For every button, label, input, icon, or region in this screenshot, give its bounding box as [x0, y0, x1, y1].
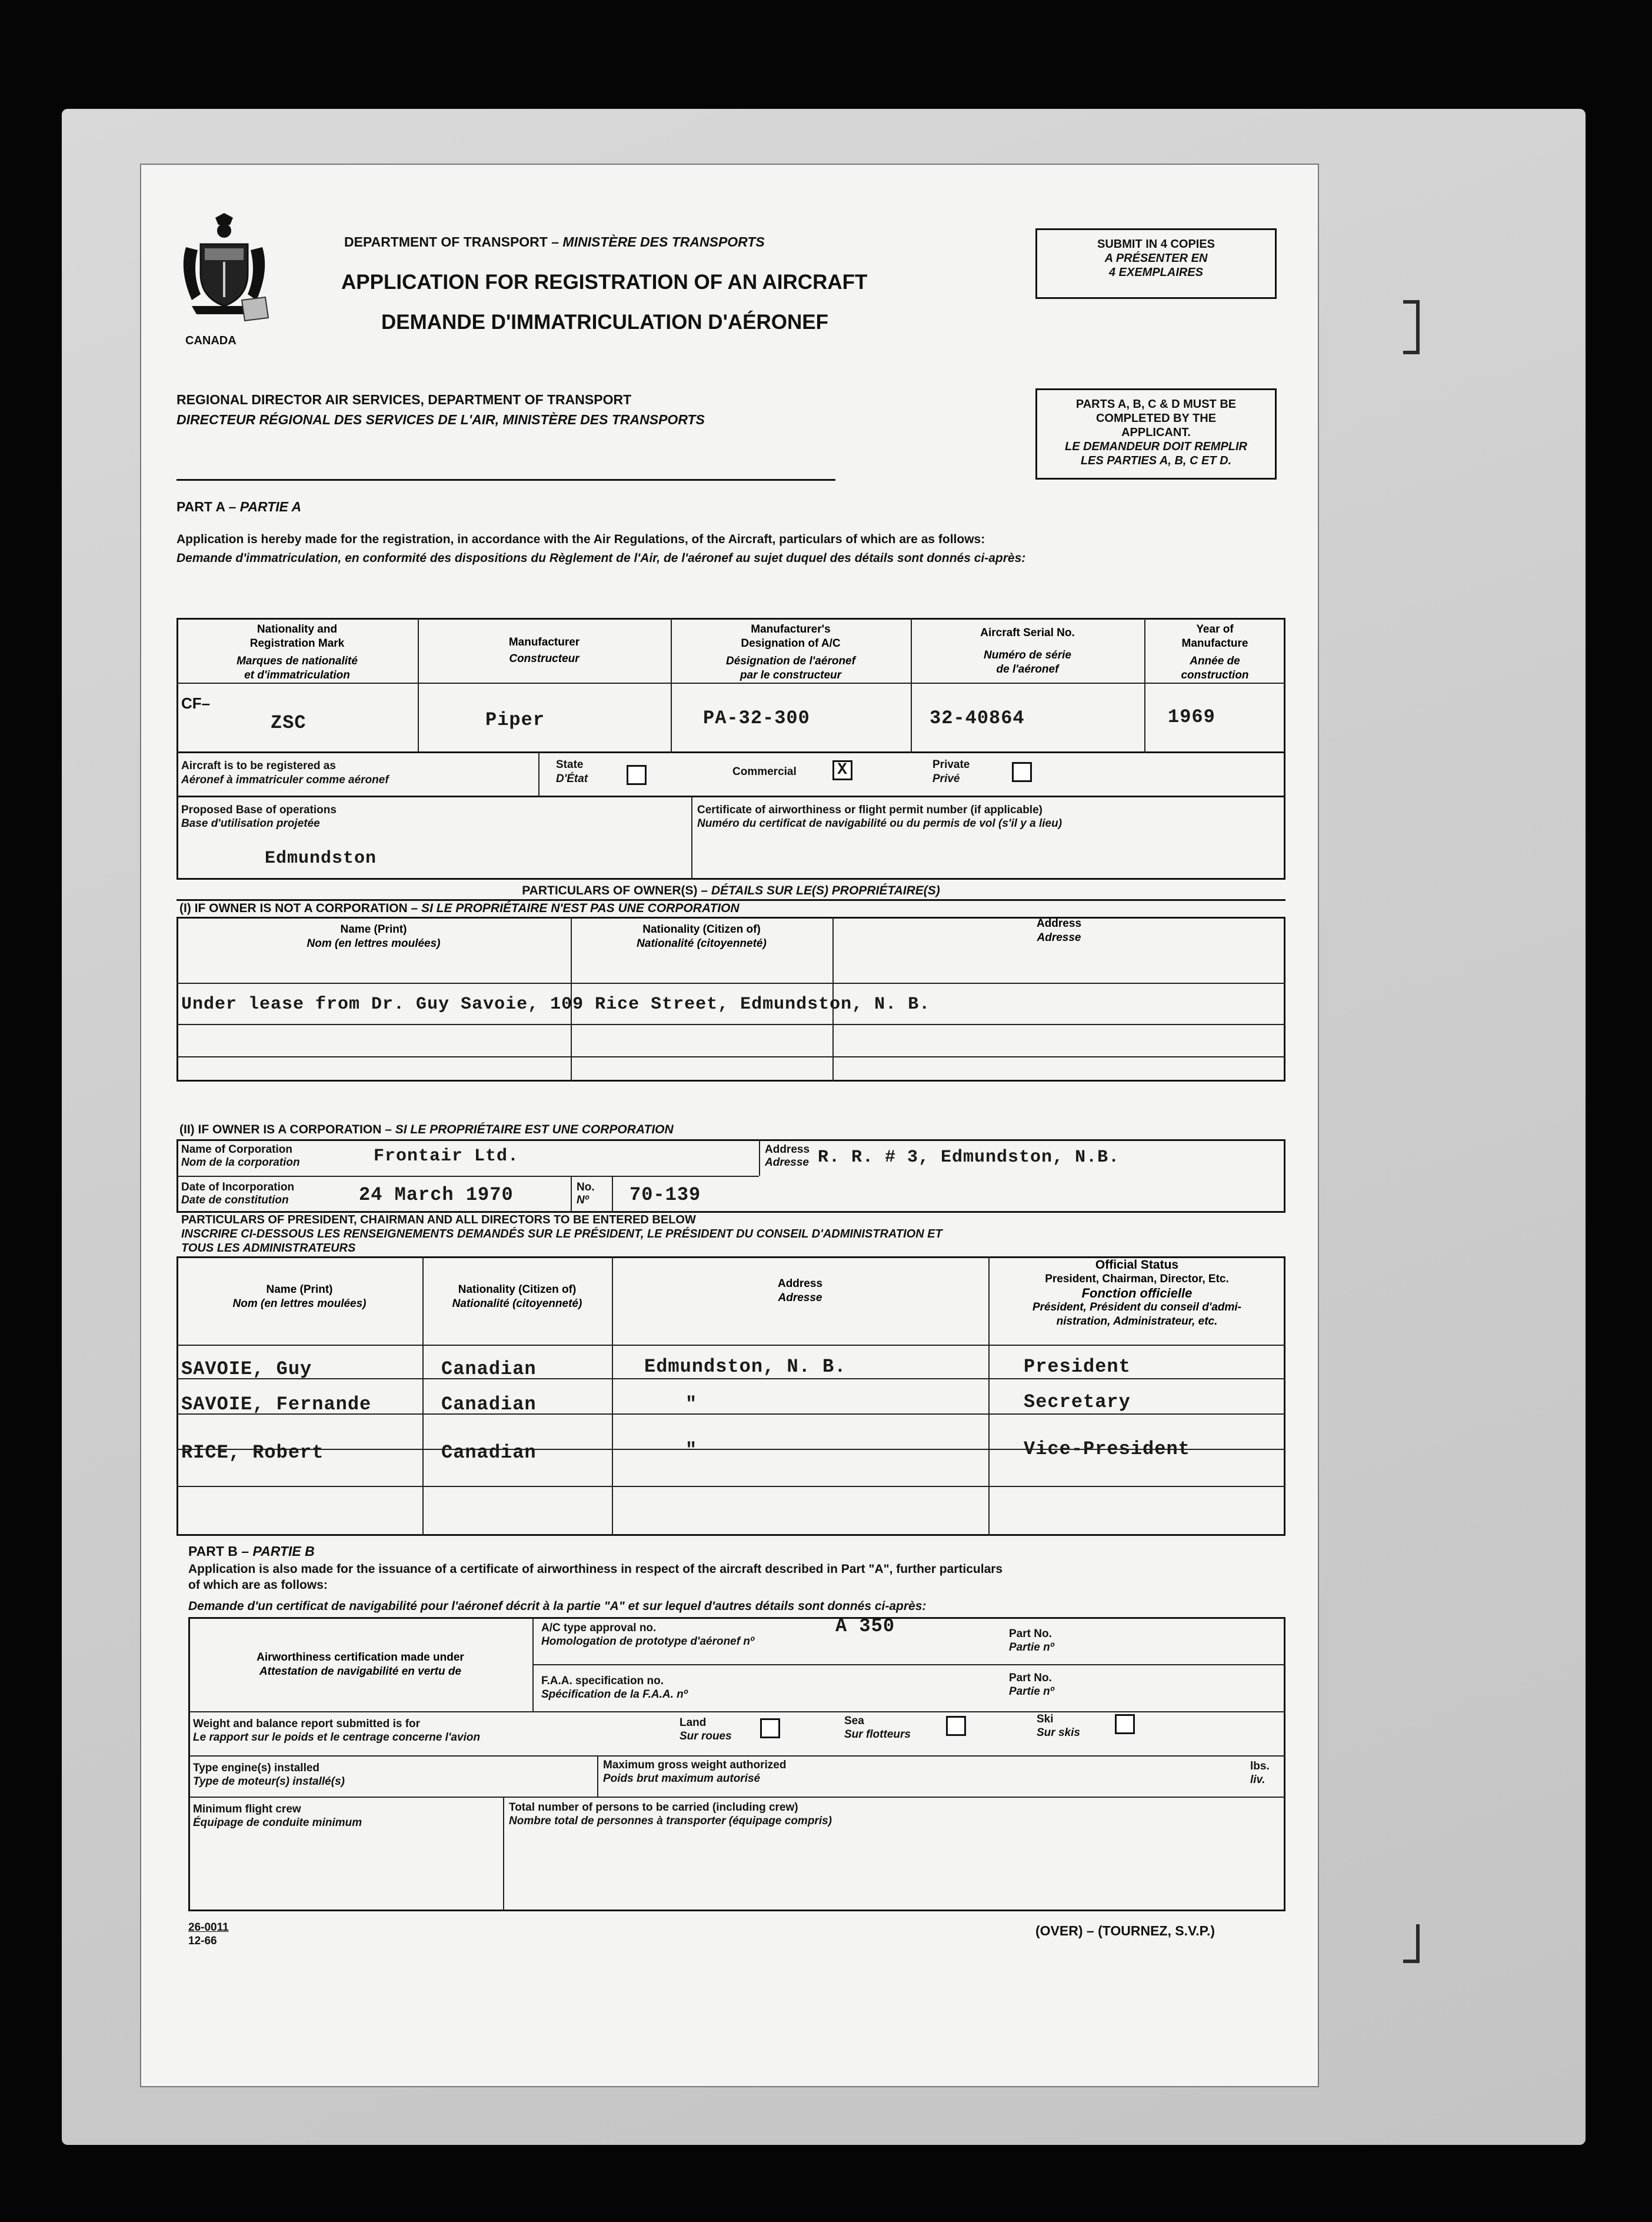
- owners-heading: PARTICULARS OF OWNER(S) – DÉTAILS SUR LE(S) PROPRIÉTAIRE(S): [522, 884, 940, 897]
- col-header-serial: Aircraft Serial No. Numéro de série de l'aéronef: [980, 627, 1075, 676]
- sea-checkbox[interactable]: [946, 1716, 966, 1736]
- incorporation-number-value: 70-139: [630, 1184, 701, 1206]
- part-b-intro-fr: Demande d'un certificat de navigabilité pour l'aéronef décrit à la partie "A" et sur lequel d'autres détails sont donnés ci-après:: [188, 1599, 927, 1613]
- director-status: Vice-President: [1024, 1438, 1190, 1460]
- director-nationality: Canadian: [441, 1358, 537, 1380]
- part-b-intro-en: Application is also made for the issuance of a certificate of airworthiness in respect of the aircraft described in Part "A", further particulars: [188, 1562, 1003, 1576]
- incorporation-date-value: 24 March 1970: [359, 1184, 514, 1206]
- director-name: SAVOIE, Guy: [181, 1358, 312, 1380]
- lease-note: Under lease from Dr. Guy Savoie, 109 Rice Street, Edmundston, N. B.: [181, 994, 931, 1014]
- directors-instruction-fr: INSCRIRE CI-DESSOUS LES RENSEIGNEMENTS DEMANDÉS SUR LE PRÉSIDENT, LE PRÉSIDENT DU CONSEIL D'ADMINISTRATION ET: [181, 1228, 942, 1240]
- addressee-fr: DIRECTEUR RÉGIONAL DES SERVICES DE L'AIR, MINISTÈRE DES TRANSPORTS: [176, 412, 705, 427]
- directors-instruction-en: PARTICULARS OF PRESIDENT, CHAIRMAN AND ALL DIRECTORS TO BE ENTERED BELOW: [181, 1213, 696, 1226]
- director-name: RICE, Robert: [181, 1442, 324, 1463]
- part-a-intro-en: Application is hereby made for the registration, in accordance with the Air Regulations, of the Aircraft, particulars of which are as follows:: [176, 533, 985, 546]
- director-address: ": [685, 1393, 698, 1415]
- crop-mark-bottom: [1403, 1924, 1420, 1963]
- private-checkbox[interactable]: [1012, 762, 1032, 782]
- form-number: 26-0011: [188, 1921, 229, 1934]
- commercial-checkbox[interactable]: X: [832, 760, 852, 780]
- year-value: 1969: [1168, 706, 1215, 728]
- title-en: APPLICATION FOR REGISTRATION OF AN AIRCRAFT: [341, 271, 868, 294]
- coat-of-arms-icon: [174, 212, 274, 332]
- coat-of-arms-caption: CANADA: [185, 334, 237, 347]
- addressee-en: REGIONAL DIRECTOR AIR SERVICES, DEPARTMENT OF TRANSPORT: [176, 392, 632, 407]
- title-fr: DEMANDE D'IMMATRICULATION D'AÉRONEF: [381, 311, 829, 334]
- department-line: DEPARTMENT OF TRANSPORT – MINISTÈRE DES TRANSPORTS: [344, 234, 765, 250]
- parts-required-box: PARTS A, B, C & D MUST BE COMPLETED BY THE APPLICANT. LE DEMANDEUR DOIT REMPLIR LES PARTIES A, B, C ET D.: [1035, 388, 1277, 480]
- corporation-heading: (II) IF OWNER IS A CORPORATION – SI LE PROPRIÉTAIRE EST UNE CORPORATION: [179, 1123, 674, 1136]
- addressee-line: [176, 479, 835, 481]
- director-status: Secretary: [1024, 1391, 1131, 1413]
- ac-type-approval-value: A 350: [835, 1615, 895, 1637]
- director-name: SAVOIE, Fernande: [181, 1393, 372, 1415]
- official-status-header: Official Status President, Chairman, Director, Etc. Fonction officielle Président, Président du conseil d'admi- nistration, Administrateur, etc.: [1032, 1258, 1242, 1328]
- over-note: (OVER) – (TOURNEZ, S.V.P.): [1035, 1923, 1215, 1938]
- part-a-intro-fr: Demande d'immatriculation, en conformité des dispositions du Règlement de l'Air, de l'aéronef au sujet duquel des détails sont donnés ci-après:: [176, 551, 1026, 565]
- ski-checkbox[interactable]: [1115, 1714, 1135, 1734]
- director-address: Edmundston, N. B.: [644, 1356, 847, 1378]
- part-b-heading: PART B – PARTIE B: [188, 1544, 315, 1559]
- crop-mark-top: [1403, 300, 1420, 354]
- part-a-heading: PART A – PARTIE A: [176, 499, 302, 514]
- corporation-name-value: Frontair Ltd.: [374, 1146, 519, 1166]
- base-of-operations-value: Edmundston: [265, 849, 377, 869]
- director-nationality: Canadian: [441, 1442, 537, 1463]
- registration-mark-value: ZSC: [271, 712, 307, 734]
- submit-copies-box: SUBMIT IN 4 COPIES A PRÉSENTER EN 4 EXEMPLAIRES: [1035, 228, 1277, 299]
- director-address: ": [685, 1439, 698, 1461]
- col-header-year: Year of Manufacture Année de construction: [1181, 623, 1249, 681]
- not-corporation-heading: (I) IF OWNER IS NOT A CORPORATION – SI LE PROPRIÉTAIRE N'EST PAS UNE CORPORATION: [179, 902, 740, 915]
- nationality-prefix: CF–: [181, 694, 211, 712]
- corporation-address-value: R. R. # 3, Edmundston, N.B.: [818, 1147, 1120, 1167]
- director-status: President: [1024, 1356, 1131, 1378]
- form-page: CANADA DEPARTMENT OF TRANSPORT – MINISTÈRE DES TRANSPORTS APPLICATION FOR REGISTRATION OF AN AIRCRAFT DEMANDE D'IMMATRICULATION D'AÉRONEF SUBMIT IN 4 COPIES A PRÉSENTER EN 4 EXEMPLAIRES REGIONAL DIRECTOR AIR SERVICES, DEPARTMENT OF TRANSPORT DIRECTEUR RÉGIONAL DES SERVICES DE L'AIR, MINISTÈRE DES TRANSPORTS PARTS A, B, C & D MUST BE COMPLETED BY THE APPLICANT. LE DEMANDEUR DOIT REMPLIR LES PARTIES A, B, C ET D. PART A – PARTIE A Application is hereby made for the registration, in accordance with the Air Regulations, of the Aircraft, particulars of which are as follows: Demande d'immatriculation, en conformité des dispositions du Règlement de l'Air, de l'aéronef au sujet duquel des détails sont donnés ci-après: Nationality and Registration Mark Marques de nationalité et d'immatriculation Manufacturer Constructeur Manufacturer's Designation of A/C Désignation de l'aéronef par le constructeur Aircraft Serial No. Numéro de série de l'aéronef Year of Manufacture Année de construction CF– ZSC Piper PA-32-300 32-40864 1969 Aircraft is to be registered as Aéronef à immatriculer comme aéronef State D'État Commercial X Private Privé Proposed Base of operations Base d'utilisation projetée Edmundston Certificate of airworthiness or flight permit number (if applicable) Numéro du certificat de navigabilité ou du permis de vol (s'il y a lieu) PARTICULARS OF OWNER(S) – DÉTAILS SUR LE(S) PROPRIÉTAIRE(S) (I) IF OWNER IS NOT A CORPORATION – SI LE PROPRIÉTAIRE N'EST PAS UNE CORPORATION Name (Print) Nom (en lettres moulées) Nationality (Citizen of) Nationalité (citoyenneté) Address Adresse Under lease from Dr. Guy Savoie, 109 Rice Street, Edmundston, N. B. (II) IF OWNER IS A CORPORATION – SI LE PROPRIÉTAIRE EST UNE CORPORATION Name of Corporation Nom de la corporation Frontair Ltd. Address Adresse R. R. # 3, Edmundston, N.B. Date of Incorporation Date de constitution 24 March 1970 No. Nº 70-139 PARTICULARS OF PRESIDENT, CHAIRMAN AND ALL DIRECTORS TO BE ENTERED BELOW INSCRIRE CI-DESSOUS LES RENSEIGNEMENTS DEMANDÉS SUR LE PRÉSIDENT, LE PRÉSIDENT DU CONSEIL D'ADMINISTRATION ET TOUS LES ADMINISTRATEURS Name (Print) Nom (en lettres moulées) Nationality (Citizen of) Nationalité (citoyenneté) Address Adresse Official Status President, Chairman, Director, Etc. Fonction officielle Président, Président du conseil d'admi- nistration, Administrateur, etc. SAVOIE, Guy Canadian Edmundston, N. B. President SAVOIE, Fernande Canadian " Secretary RICE, Robert Canadian " Vice-President PART B – PARTIE B Application is also made for the issuance of a certificate of airworthiness in respect of the aircraft described in Part "A", further particulars of which are as follows: Demande d'un certificat de navigabilité pour l'aéronef décrit à la partie "A" et sur lequel d'autres détails sont donnés ci-après: Airworthiness certification made under Attestation de navigabilité en vertu de A/C type approval no. Homologation de prototype d'aéronef nº A 350 Part No. Partie nº F.A.A. specification no. Spécification de la F.A.A. nº Part No. Partie nº Weight and balance report submitted is for Le rapport sur le poids et le centrage concerne l'avion Land Sur roues Sea Sur flotteurs Ski Sur skis Type engine(s) installed Type de moteur(s) installé(s) Maximum gross weight authorized Poids brut maximum autorisé lbs. liv. Minimum flight crew Équipage de conduite minimum Total number of persons to be carried (including crew) Nombre total de personnes à transporter (équipage compris) 26-0011 12-66 (OVER) – (TOURNEZ, S.V.P.): [141, 165, 1318, 2086]
- col-header-registration: Nationality and Registration Mark Marques de nationalité et d'immatriculation: [237, 623, 358, 681]
- state-checkbox[interactable]: [627, 765, 647, 785]
- director-nationality: Canadian: [441, 1393, 537, 1415]
- manufacturer-value: Piper: [485, 709, 545, 731]
- serial-value: 32-40864: [930, 707, 1025, 729]
- form-date: 12-66: [188, 1935, 217, 1947]
- land-checkbox[interactable]: [760, 1718, 780, 1738]
- col-header-designation: Manufacturer's Designation of A/C Désignation de l'aéronef par le constructeur: [726, 623, 855, 681]
- col-header-manufacturer: Manufacturer Constructeur: [508, 636, 580, 665]
- designation-value: PA-32-300: [703, 707, 810, 729]
